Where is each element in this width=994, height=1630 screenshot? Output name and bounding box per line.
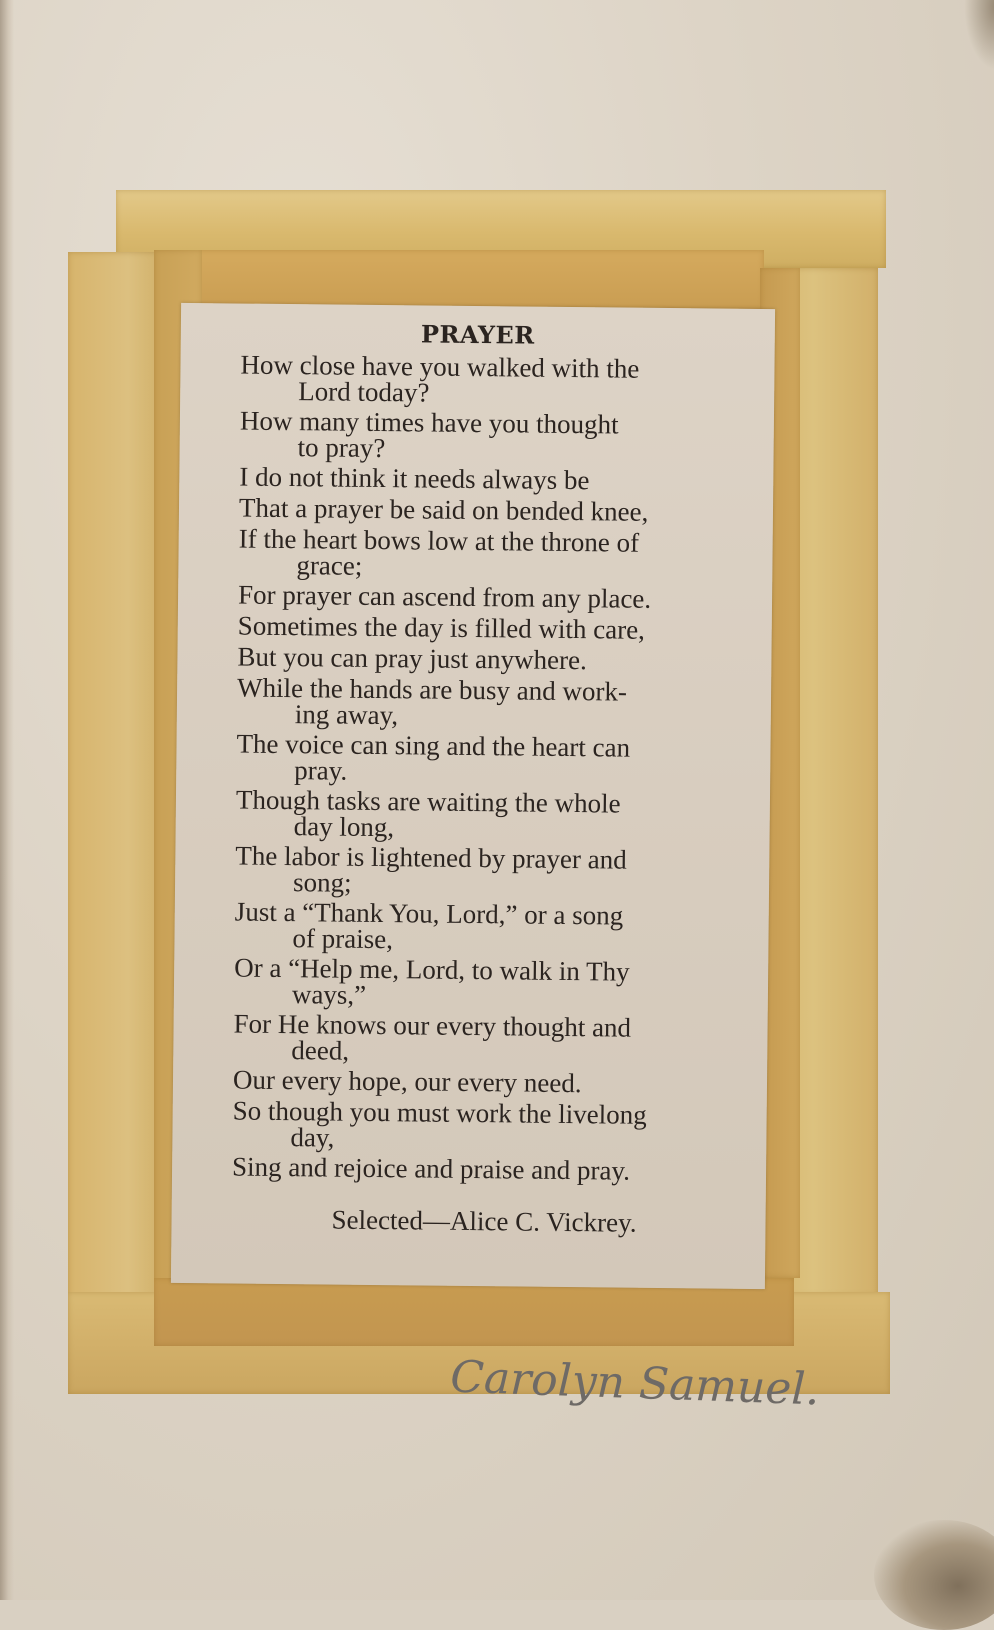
poem-line: The labor is lightened by prayer and	[235, 840, 627, 875]
poem-stanza	[235, 840, 736, 900]
poem-line: Sometimes the day is filled with care,	[237, 610, 646, 645]
poem-line-continuation: day long,	[293, 811, 395, 843]
signature-text: Carolyn Samuel.	[449, 1352, 821, 1416]
poem-stanza	[235, 784, 737, 844]
poem-stanza	[240, 349, 741, 409]
poem-stanza	[232, 1153, 732, 1185]
poem-stanza	[236, 672, 738, 732]
poem-line: Our every hope, our every need.	[232, 1064, 582, 1099]
poem-line: Or a “Help me, Lord, to walk in Thy	[234, 952, 630, 987]
poem-stanza	[236, 728, 737, 788]
poem-line: If the heart bows low at the throne of	[238, 523, 640, 558]
poem-line-continuation: grace;	[296, 550, 363, 581]
poem-line: For He knows our every thought and	[233, 1008, 632, 1043]
poem-line-continuation: Lord today?	[298, 376, 430, 408]
poem-stanza	[239, 405, 741, 465]
poem-stanza	[232, 1064, 733, 1099]
corner-stain	[874, 1520, 994, 1630]
handwritten-signature	[446, 1352, 826, 1432]
tape-strip-top-inner	[154, 250, 764, 310]
poem-clipping	[171, 303, 775, 1289]
poem-stanza	[238, 492, 739, 527]
poem-line: How close have you walked with the	[240, 349, 640, 384]
poem-line: While the hands are busy and work-	[236, 672, 628, 707]
poem-line: Though tasks are waiting the whole	[235, 784, 621, 819]
poem-line: The voice can sing and the heart can	[236, 728, 631, 763]
poem-line-continuation: ways,”	[291, 979, 367, 1010]
poem-line: How many times have you thought	[239, 405, 619, 440]
poem-stanza	[237, 641, 737, 676]
poem-line-continuation: day,	[290, 1122, 335, 1153]
poem-body	[231, 349, 741, 1190]
poem-stanza	[233, 1008, 734, 1068]
corner-stain-top	[964, 0, 994, 70]
poem-line-continuation: of praise,	[292, 923, 394, 955]
page-edge-shadow	[0, 0, 14, 1600]
poem-line-continuation: to pray?	[297, 432, 386, 464]
poem-line: So though you must work the livelong	[232, 1095, 647, 1130]
poem-line-continuation: song;	[292, 867, 352, 898]
poem-line: Sing and rejoice and praise and pray.	[231, 1151, 631, 1186]
poem-stanza	[234, 952, 735, 1012]
poem-line-continuation: ing away,	[294, 699, 399, 731]
poem-stanza	[237, 579, 738, 614]
poem-title: PRAYER	[420, 319, 535, 350]
poem-line-continuation: pray.	[294, 755, 348, 786]
poem-stanza	[234, 896, 735, 956]
poem-line: I do not think it needs always be	[239, 461, 590, 496]
poem-stanza	[232, 1095, 733, 1155]
poem-line-continuation: deed,	[291, 1035, 350, 1066]
poem-line: But you can pray just anywhere.	[237, 641, 587, 676]
poem-line: For prayer can ascend from any place.	[237, 579, 652, 614]
poem-line: Just a “Thank You, Lord,” or a song	[234, 896, 624, 931]
poem-stanza	[239, 461, 739, 496]
poem-stanza	[238, 523, 739, 583]
poem-line: That a prayer be said on bended knee,	[238, 492, 649, 527]
poem-attribution: Selected—Alice C. Vickrey.	[331, 1204, 637, 1238]
poem-stanza	[237, 610, 738, 645]
tape-strip-left	[68, 252, 168, 1377]
